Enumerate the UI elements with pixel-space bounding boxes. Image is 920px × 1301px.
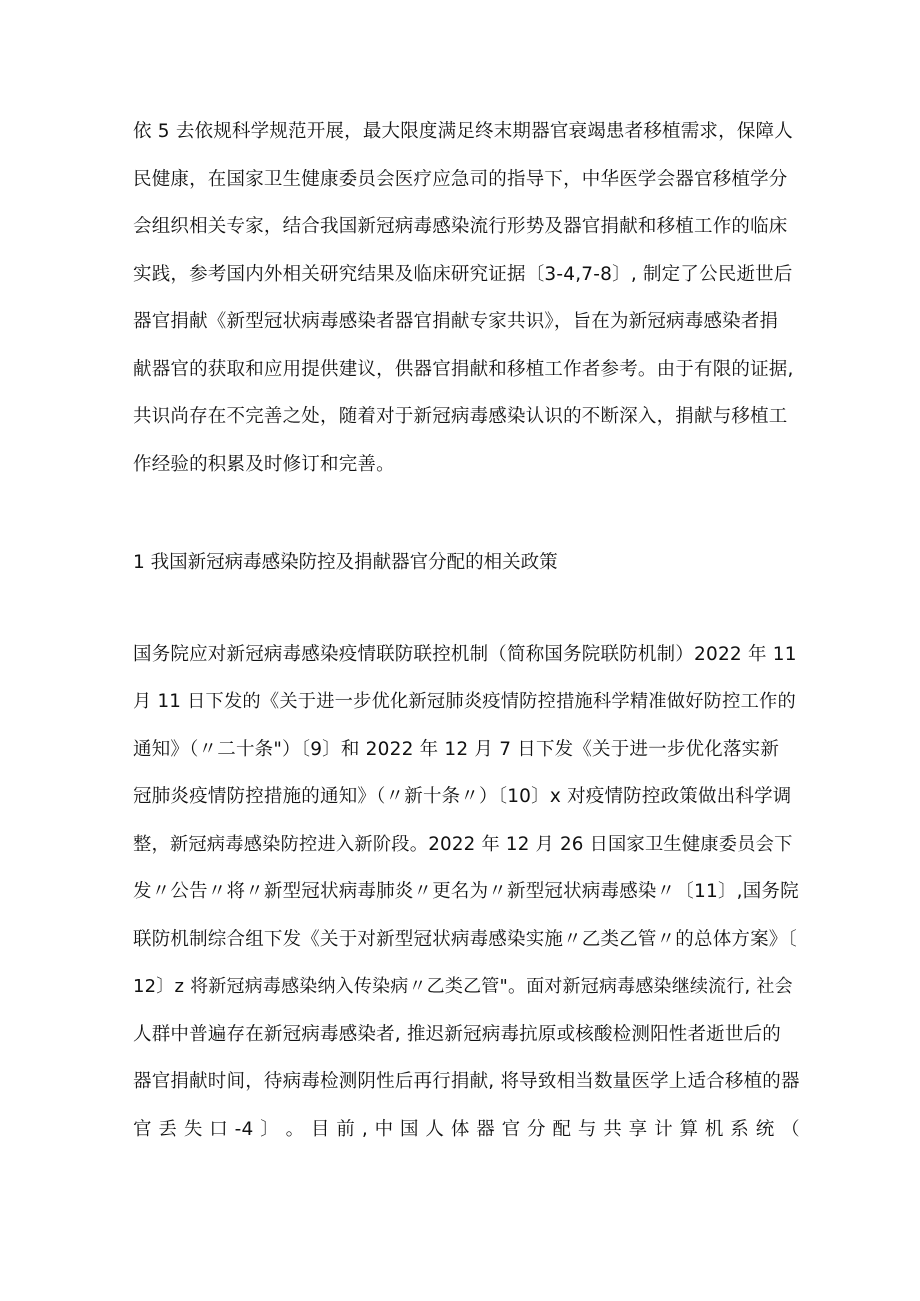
last-line-token: 〕 [260,1119,279,1140]
paragraph-2-line-11 [133,1117,800,1143]
last-line-token: 与 [577,1119,597,1140]
paragraph-2-line-5: 整，新冠病毒感染防控进入新阶段。2022 年 12 月 26 日国家卫生健康委员会下 [133,834,793,855]
last-line-token: 配 [552,1119,572,1140]
paragraph-2-line-6: 发〃公告〃将〃新型冠状病毒肺炎〃更名为〃新型冠状病毒感染〃〔11〕,国务院 [133,881,799,902]
paragraph-1-line-2: 民健康，在国家卫生健康委员会医疗应急司的指导下，中华医学会器官移植学分 [133,169,788,190]
last-line-token: 。 [285,1119,305,1140]
last-line-token: 前 [336,1119,356,1140]
last-line-token: 国 [400,1119,419,1140]
paragraph-1-line-1: 依 5 去依规科学规范开展，最大限度满足终末期器官衰竭患者移植需求，保障人 [133,121,793,142]
paragraph-2-line-7: 联防机制综合组下发《关于对新型冠状病毒感染实施〃乙类乙管〃的总体方案》〔 [133,929,797,950]
last-line-token: 口 [209,1119,228,1140]
last-line-token: 机 [704,1119,724,1140]
last-line-token: -4 [234,1119,254,1140]
paragraph-2-line-4: 冠肺炎疫情防控措施的通知》（〃新十条〃）〔10〕x 对疫情防控政策做出科学调 [133,786,792,807]
last-line-token: （ [781,1119,800,1140]
last-line-token: 体 [450,1119,470,1140]
last-line-token: 享 [628,1119,648,1140]
paragraph-1-line-4: 实践，参考国内外相关研究结果及临床研究证据〔3-4,7-8〕, 制定了公民逝世后 [133,264,793,285]
last-line-token: 系 [730,1119,749,1140]
last-line-token: 丢 [158,1119,178,1140]
last-line-token: 失 [183,1119,203,1140]
last-line-token: 统 [755,1119,775,1140]
paragraph-2-line-10: 器官捐献时间，待病毒检测阴性后再行捐献, 将导致相当数量医学上适合移植的器 [133,1071,800,1092]
paragraph-1-line-8: 作经验的积累及时修订和完善。 [133,454,395,475]
last-line-token: 器 [476,1119,495,1140]
paragraph-1-line-3: 会组织相关专家，结合我国新冠病毒感染流行形势及器官捐献和移植工作的临床 [133,216,788,237]
paragraph-1-line-7: 共识尚存在不完善之处，随着对于新冠病毒感染认识的不断深入，捐献与移植工 [133,406,788,427]
paragraph-1-line-6: 献器官的获取和应用提供建议，供器官捐献和移植工作者参考。由于有限的证据, [133,359,794,380]
paragraph-2-line-8: 12〕z 将新冠病毒感染纳入传染病〃乙类乙管"。面对新冠病毒感染继续流行, 社会 [133,976,793,997]
paragraph-2-line-2: 月 11 日下发的《关于进一步优化新冠肺炎疫情防控措施科学精准做好防控工作的 [133,691,796,712]
paragraph-1-line-5: 器官捐献《新型冠状病毒感染者器官捐献专家共识》，旨在为新冠病毒感染者捐 [133,311,779,332]
last-line-token: , [361,1119,368,1140]
last-line-token: 分 [527,1119,546,1140]
last-line-token: 目 [311,1119,330,1140]
last-line-token: 计 [654,1119,673,1140]
last-line-token: 算 [679,1119,699,1140]
paragraph-2-line-1: 国务院应对新冠病毒感染疫情联防联控机制（简称国务院联防机制）2022 年 11 [133,644,797,665]
last-line-token: 中 [374,1119,394,1140]
last-line-token: 官 [501,1119,521,1140]
paragraph-2-line-9: 人群中普遍存在新冠病毒感染者, 推迟新冠病毒抗原或核酸检测阳性者逝世后的 [133,1024,781,1045]
last-line-token: 官 [133,1119,152,1140]
paragraph-2-line-3: 通知》（〃二十条"）〔9〕和 2022 年 12 月 7 日下发《关于进一步优化落实新 [133,739,780,760]
section-heading: 1 我国新冠病毒感染防控及捐献器官分配的相关政策 [133,552,558,573]
last-line-token: 共 [603,1119,622,1140]
last-line-token: 人 [425,1119,445,1140]
